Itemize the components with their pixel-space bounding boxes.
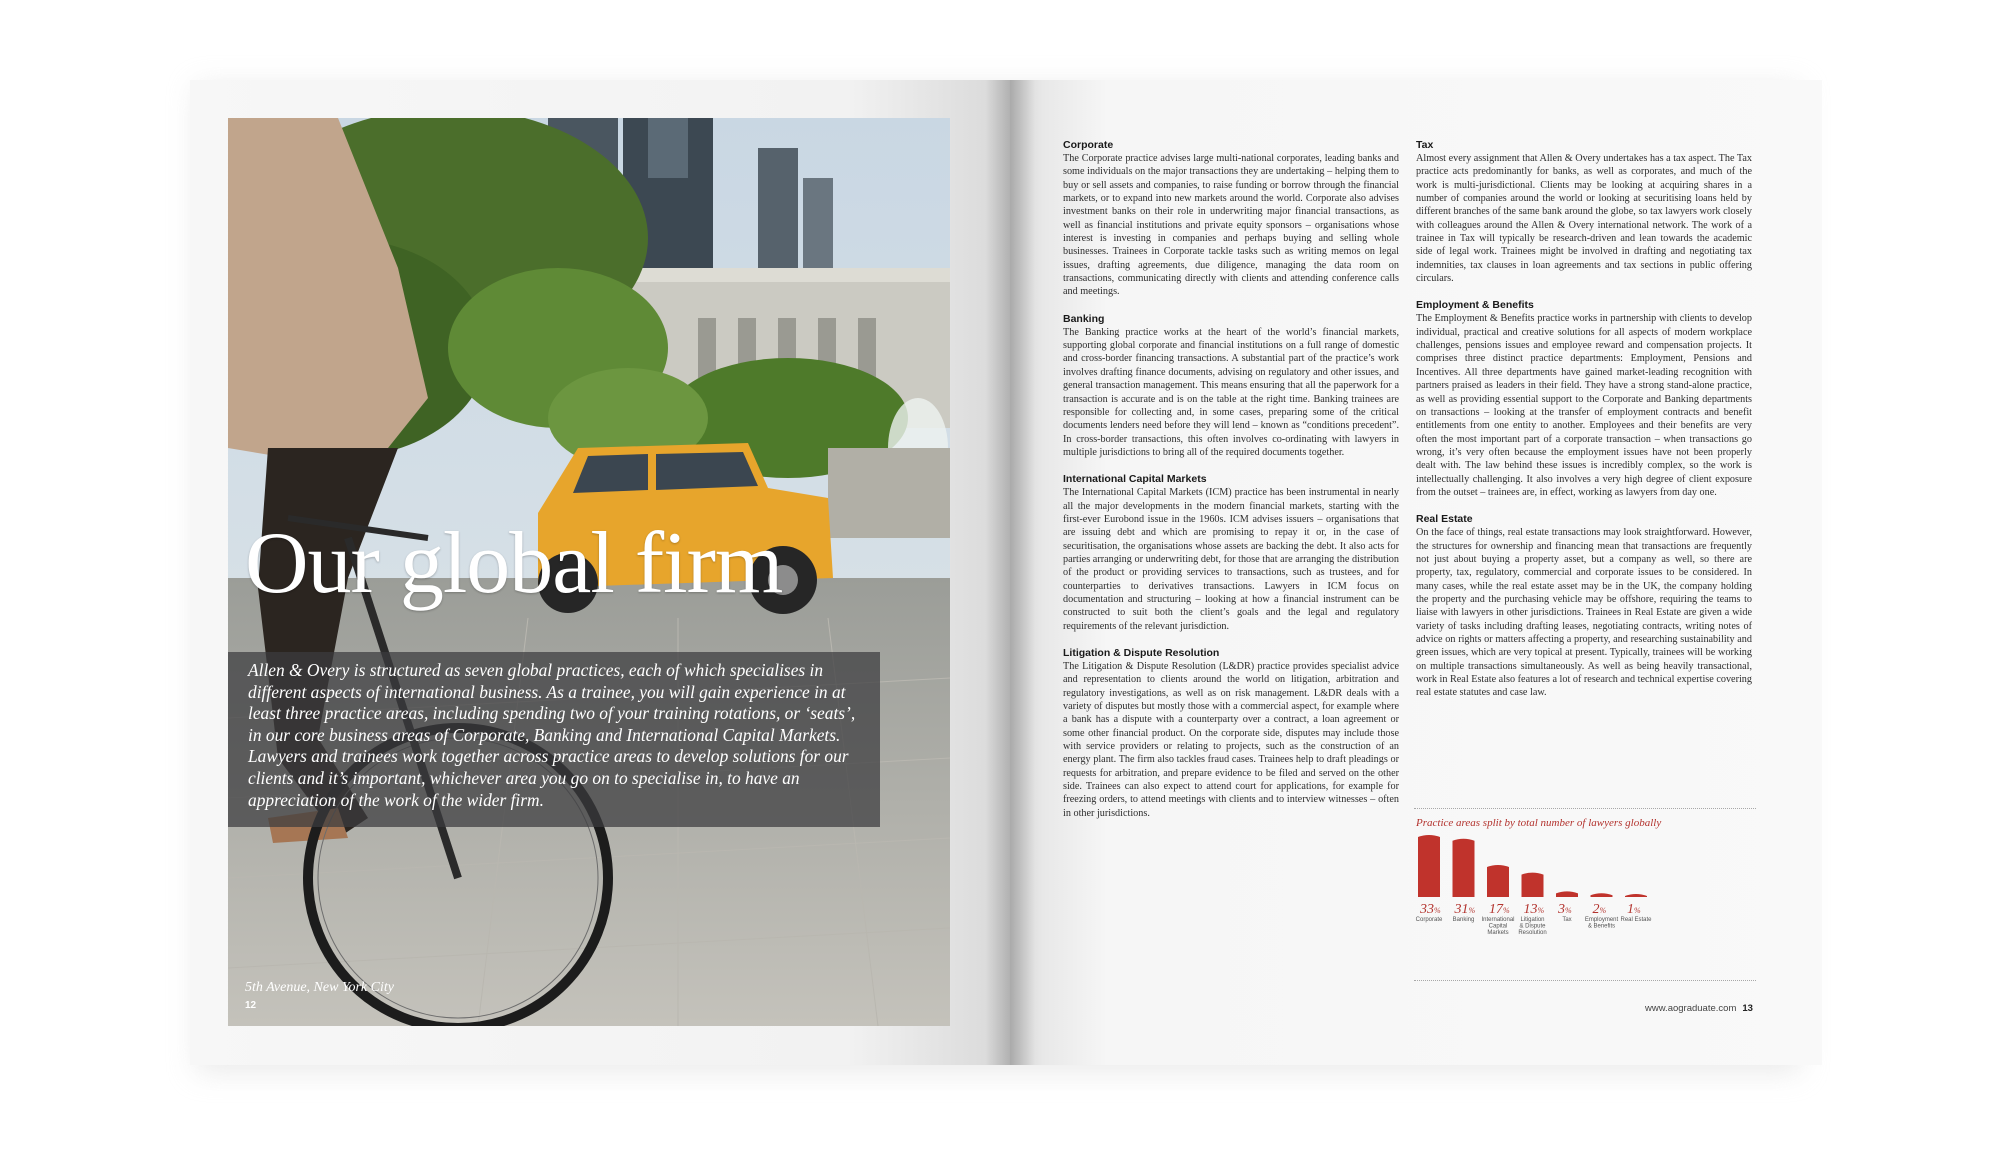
section-heading: Real Estate: [1416, 513, 1473, 526]
section-body: On the face of things, real estate transactions may look straightforward. However, the structures for ownership and financing mean that transactions are frequently not just about buying a property asset, but a company as well, so there are property, tax, regulatory, commercial and corporate issues to be considered. In many cases, while the real estate asset may be in the UK, the company holding the property and the purchasing vehicle may be offshore, requiring the teams to liaise with lawyers in other jurisdictions. Trainees in Real Estate are given a wide variety of tasks including drafting leases, negotiating contracts, writing notes of advice on rights or matters affecting a property, and researching sustainability and green issues, which are very topical at present. Typically, trainees will be working on multiple transactions simultaneously. As well as being heavily transactional, work in Real Estate also features a lot of research and technical expertise covering real estate statutes and case law.: [1416, 527, 1752, 699]
photo-caption: 5th Avenue, New York City: [245, 980, 394, 995]
chart-category-label: Banking: [1452, 917, 1475, 923]
chart-bar: [1522, 873, 1544, 897]
section-heading: Litigation & Dispute Resolution: [1063, 647, 1220, 659]
section-body: The Litigation & Dispute Resolution (L&DR) practice provides specialist advice and representation to clients around the world on litigation, arbitration and regulatory investigations, as well as on risk management. L&DR deals with a variety of disputes but mostly those with a commercial aspect, for example where a bank has a dispute with a counterparty over a contract, a loan agreement or some other financial product. On the corporate side, disputes may include those with service providers or relating to projects, such as the construction of an energy plant. The firm also tackles fraud cases. Trainees help to draft pleadings or requests for arbitration, and prepare evidence to be filed and served on the other side. Trainees can also expect to attend court for applications, for example for freezing orders, to attend meetings with clients and to interview witnesses – often in other jurisdictions.: [1063, 661, 1399, 819]
chart-category-label: & Benefits: [1587, 923, 1616, 930]
chart-category-label: Real Estate: [1620, 917, 1652, 923]
chart-category-label: & Dispute: [1519, 923, 1546, 930]
chart-bar: [1453, 839, 1475, 897]
article-column-1: [1063, 139, 1399, 834]
section-body: The International Capital Markets (ICM) practice has been instrumental in nearly all the major developments in the modern financial markets, starting with the first-ever Eurobond issue in the 1960s. ICM advises issuers – organisations that are issuing debt and which are promising to repay it or, in the case of securitisation, the organisations whose assets are backing the debt. It also acts for parties arranging or underwriting debt, for those that are arranging the distribution of the product or providing services to transactions, such as trustees, and for counterparties to derivatives transactions. Lawyers in ICM focus on documentation and structuring – looking at how a financial instrument can be constructed to suit both the client’s goals and the legal and regulatory requirements of the relevant jurisdiction.: [1063, 487, 1399, 632]
chart-category-label: Litigation: [1520, 917, 1545, 923]
chart-category-label: Corporate: [1415, 917, 1443, 923]
chart-category-label: Employment: [1584, 917, 1619, 923]
chart-title: Practice areas split by total number of lawyers globally: [1416, 817, 1662, 829]
footer-url: www.aograduate.com: [1645, 1003, 1737, 1014]
section-heading: Employment & Benefits: [1416, 299, 1534, 312]
chart-bar: [1487, 865, 1509, 897]
section-body: The Corporate practice advises large multi-national corporates, leading banks and some individuals on the major transactions they are undertaking – helping them to buy or sell assets and companies, to raise funding or borrow through the financial markets, or to expand into new markets around the world. Corporate also advises investment banks on their role in underwriting major financial transactions, as well as financial institutions and private equity sponsors – organisations whose interest is investing in companies and perhaps buying and selling whole businesses. Trainees in Corporate tackle tasks such as writing memos on legal issues, drafting agreements, due diligence, managing the data room on transactions, communicating directly with clients and attending conference calls and meetings.: [1063, 153, 1399, 298]
chart-value-label: 33%: [1420, 902, 1441, 917]
practice-areas-bar-chart: [1414, 835, 1756, 965]
chart-value-label: 17%: [1489, 902, 1510, 917]
section-body: The Banking practice works at the heart of the world’s financial markets, supporting global corporate and financial institutions on a full range of domestic and cross-border financing transactions. A substantial part of the practice’s work involves drafting finance documents, advising on regulatory and other issues, and general transaction management. This means ensuring that all the paperwork for a transaction is accurate and is on the table at the right time. Banking trainees are responsible for collecting and, in some cases, preparing some of the critical documents lenders need before they will lend – known as “conditions precedent”. In cross-border transactions, this often involves co-ordinating with lawyers in multiple jurisdictions to bring all of the required documents together.: [1063, 326, 1399, 458]
chart-bottom-rule: [1414, 980, 1756, 981]
chart-category-label: Resolution: [1518, 930, 1547, 936]
section-heading: Tax: [1416, 139, 1434, 151]
chart-value-label: 31%: [1454, 902, 1476, 917]
chart-bar: [1418, 835, 1440, 897]
section-body: The Employment & Benefits practice works in partnership with clients to develop individual, practical and creative solutions for all aspects of modern workplace challenges, pensions issues and employee reward and compensation projects. It comprises three distinct practice departments: Employment, Pensions and Incentives. All three departments have gained market-leading recognition with partners praised as leaders in their field. They have a strong stand-alone practice, as well as providing essential support to the Corporate and Banking departments on transactions – looking at the transfer of employment contracts and benefit entitlements from one entity to another. Employees and their benefits are very often the most important part of a corporate transaction – when transactions go wrong, it’s very often because the employment issues have not been properly dealt with. The law behind these issues is incredibly complex, so the work is intellectually challenging. It also involves a very high degree of client exposure from the outset – trainees are, in effect, working as lawyers from day one.: [1416, 313, 1752, 498]
page-number-right: 13: [1742, 1003, 1753, 1014]
chart-value-label: 13%: [1523, 902, 1545, 917]
intro-paragraph: Allen & Overy is structured as seven global practices, each of which specialises in different aspects of international business. As a trainee, you will gain experience in at least three practice areas, including spending two of your training rotations, or ‘seats’, in our core business areas of Corporate, Banking and International Capital Markets. Lawyers and trainees work together across practice areas to develop solutions for our clients and it’s important, whichever area you go on to specialise in, to have an appreciation of the work of the wider firm.: [248, 660, 856, 810]
chart-bar: [1591, 893, 1613, 897]
section-heading: Corporate: [1063, 139, 1114, 151]
page-footer: [1645, 1003, 1753, 1014]
chart-category-label: Tax: [1562, 917, 1572, 923]
chart-value-label: 2%: [1592, 902, 1607, 917]
section-heading: International Capital Markets: [1063, 473, 1207, 486]
page-headline: Our global firm: [245, 515, 783, 612]
section-heading: Banking: [1063, 312, 1105, 325]
chart-value-label: 3%: [1558, 902, 1572, 917]
page-number-left: 12: [245, 1000, 257, 1011]
chart-top-rule: [1414, 808, 1756, 809]
chart-category-label: Capital: [1488, 923, 1508, 930]
chart-bar: [1625, 894, 1647, 897]
chart-value-label: 1%: [1627, 902, 1641, 917]
chart-category-label: Markets: [1487, 930, 1509, 936]
chart-category-label: International: [1481, 917, 1515, 923]
chart-bar: [1556, 891, 1578, 897]
article-column-2: [1416, 139, 1752, 714]
section-body: Almost every assignment that Allen & Overy undertakes has a tax aspect. The Tax practice acts predominantly for banks, as well as corporates, and much of the work is multi-jurisdictional. Clients may be looking at acquiring shares in a number of companies around the world or looking at securitising loans held by different branches of the same bank around the globe, so tax lawyers work closely with colleagues around the Allen & Overy international network. The work of a trainee in Tax will typically be research-driven and lean towards the academic side of legal work. Trainees might be involved in drafting and negotiating tax indemnities, tax clauses in loan agreements and tax sections in public offering circulars.: [1416, 153, 1752, 285]
